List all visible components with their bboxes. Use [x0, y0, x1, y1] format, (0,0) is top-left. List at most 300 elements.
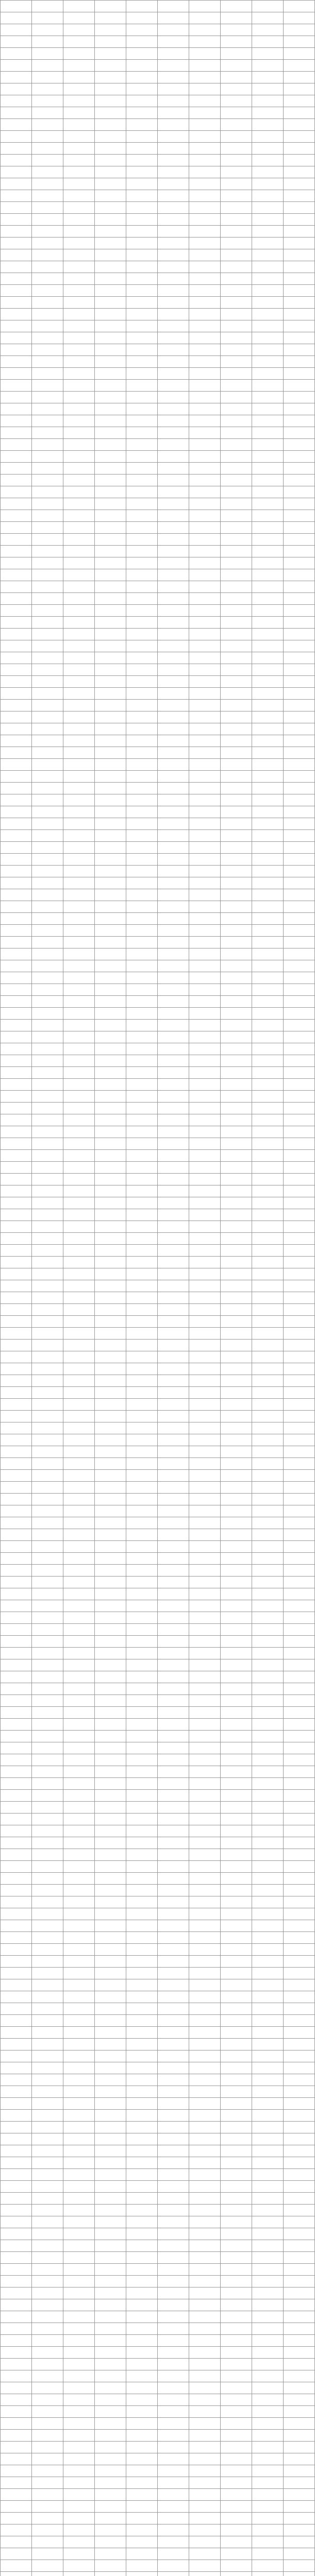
table-cell: [126, 12, 158, 24]
table-cell: [221, 1494, 252, 1505]
table-cell: [63, 1174, 95, 1185]
table-cell: [252, 131, 284, 143]
table-row: [1, 2157, 315, 2169]
table-cell: [221, 818, 252, 830]
table-cell: [95, 2193, 126, 2205]
table-cell: [158, 771, 189, 783]
table-cell: [158, 1778, 189, 1790]
table-cell: [126, 711, 158, 723]
table-cell: [1, 392, 32, 403]
table-cell: [95, 238, 126, 249]
table-row: [1, 1055, 315, 1067]
table-cell: [95, 2122, 126, 2133]
table-cell: [158, 1470, 189, 1482]
table-cell: [63, 1031, 95, 1043]
table-cell: [284, 36, 315, 48]
table-cell: [63, 534, 95, 546]
table-cell: [63, 546, 95, 557]
table-cell: [158, 2240, 189, 2252]
table-cell: [63, 1209, 95, 1221]
table-cell: [252, 889, 284, 901]
table-cell: [95, 392, 126, 403]
table-cell: [126, 1873, 158, 1885]
table-cell: [63, 1814, 95, 1825]
table-cell: [95, 2311, 126, 2323]
table-cell: [189, 1885, 221, 1896]
table-cell: [284, 285, 315, 297]
table-cell: [95, 2548, 126, 2560]
table-cell: [252, 984, 284, 996]
table-cell: [32, 2299, 63, 2311]
table-cell: [221, 664, 252, 676]
table-cell: [221, 783, 252, 794]
table-cell: [1, 759, 32, 771]
table-cell: [158, 392, 189, 403]
table-cell: [95, 226, 126, 238]
table-cell: [284, 1185, 315, 1197]
table-cell: [126, 2193, 158, 2205]
table-cell: [252, 1328, 284, 1340]
table-cell: [158, 629, 189, 640]
table-cell: [284, 1138, 315, 1150]
table-cell: [221, 510, 252, 522]
table-cell: [32, 202, 63, 214]
table-row: [1, 1707, 315, 1719]
table-cell: [1, 1814, 32, 1825]
table-cell: [95, 901, 126, 913]
table-cell: [284, 794, 315, 806]
table-cell: [1, 1944, 32, 1956]
table-cell: [252, 2536, 284, 2548]
table-cell: [158, 1932, 189, 1944]
table-cell: [95, 1197, 126, 1209]
table-cell: [63, 2442, 95, 2453]
table-cell: [221, 1956, 252, 1968]
table-cell: [63, 1221, 95, 1233]
table-cell: [189, 700, 221, 711]
table-cell: [1, 2489, 32, 2501]
table-cell: [252, 403, 284, 415]
table-cell: [63, 2430, 95, 2442]
table-cell: [95, 1363, 126, 1375]
table-cell: [32, 297, 63, 309]
table-cell: [126, 1565, 158, 1577]
table-cell: [32, 1399, 63, 1411]
table-cell: [95, 1162, 126, 1174]
table-cell: [126, 2513, 158, 2524]
table-cell: [32, 842, 63, 854]
table-cell: [252, 1103, 284, 1114]
table-cell: [63, 1055, 95, 1067]
table-cell: [158, 178, 189, 190]
table-cell: [63, 2169, 95, 2181]
table-cell: [189, 178, 221, 190]
table-cell: [32, 1268, 63, 1280]
table-cell: [32, 1825, 63, 1837]
table-cell: [284, 1956, 315, 1968]
table-cell: [1, 1434, 32, 1446]
table-cell: [221, 948, 252, 960]
table-cell: [189, 1588, 221, 1600]
table-row: [1, 2252, 315, 2264]
table-cell: [252, 1885, 284, 1896]
table-cell: [252, 2240, 284, 2252]
table-cell: [1, 1257, 32, 1268]
table-cell: [284, 806, 315, 818]
table-cell: [158, 2382, 189, 2394]
table-cell: [189, 2501, 221, 2513]
table-cell: [1, 1103, 32, 1114]
table-cell: [221, 72, 252, 83]
table-cell: [221, 1908, 252, 1920]
table-cell: [284, 249, 315, 261]
table-cell: [189, 2062, 221, 2074]
table-cell: [189, 1079, 221, 1091]
table-cell: [158, 1399, 189, 1411]
table-cell: [284, 1541, 315, 1553]
table-cell: [189, 83, 221, 95]
table-cell: [63, 2299, 95, 2311]
table-row: [1, 2145, 315, 2157]
table-cell: [284, 1790, 315, 1802]
table-cell: [221, 2524, 252, 2536]
table-cell: [63, 2181, 95, 2193]
table-cell: [126, 1185, 158, 1197]
table-cell: [126, 1683, 158, 1695]
table-cell: [32, 1114, 63, 1126]
table-cell: [1, 474, 32, 486]
table-cell: [221, 889, 252, 901]
table-cell: [284, 2205, 315, 2216]
table-cell: [1, 629, 32, 640]
table-cell: [63, 2477, 95, 2489]
table-cell: [95, 1470, 126, 1482]
table-cell: [252, 214, 284, 226]
table-cell: [221, 2264, 252, 2276]
table-cell: [158, 1588, 189, 1600]
table-cell: [95, 2050, 126, 2062]
table-row: [1, 1553, 315, 1565]
table-cell: [221, 546, 252, 557]
table-cell: [284, 2157, 315, 2169]
table-cell: [221, 1174, 252, 1185]
table-cell: [32, 581, 63, 593]
table-cell: [32, 2074, 63, 2086]
table-cell: [189, 1908, 221, 1920]
table-cell: [221, 1328, 252, 1340]
table-cell: [95, 2382, 126, 2394]
table-cell: [189, 2074, 221, 2086]
table-cell: [1, 60, 32, 72]
table-cell: [126, 155, 158, 166]
table-cell: [1, 2394, 32, 2406]
table-cell: [63, 2062, 95, 2074]
table-cell: [95, 1612, 126, 1624]
table-cell: [221, 24, 252, 36]
table-cell: [63, 960, 95, 972]
table-cell: [126, 1316, 158, 1328]
table-cell: [63, 2086, 95, 2098]
table-cell: [1, 2548, 32, 2560]
table-cell: [284, 711, 315, 723]
table-cell: [158, 415, 189, 427]
table-row: [1, 2003, 315, 2015]
table-cell: [95, 2110, 126, 2122]
table-row: [1, 866, 315, 877]
table-cell: [158, 1873, 189, 1885]
table-cell: [32, 557, 63, 569]
table-row: [1, 1268, 315, 1280]
table-row: [1, 1375, 315, 1387]
table-cell: [252, 1896, 284, 1908]
table-cell: [32, 83, 63, 95]
table-cell: [32, 2359, 63, 2370]
table-cell: [189, 2216, 221, 2228]
table-cell: [126, 1825, 158, 1837]
table-cell: [95, 1979, 126, 1991]
table-cell: [284, 427, 315, 439]
table-cell: [221, 403, 252, 415]
table-cell: [189, 24, 221, 36]
table-cell: [95, 2086, 126, 2098]
table-cell: [32, 2560, 63, 2572]
table-row: [1, 1742, 315, 1754]
table-cell: [126, 700, 158, 711]
table-cell: [252, 1695, 284, 1707]
table-cell: [1, 1245, 32, 1257]
table-cell: [158, 1908, 189, 1920]
table-cell: [32, 1185, 63, 1197]
table-cell: [126, 783, 158, 794]
table-cell: [221, 1245, 252, 1257]
table-row: [1, 107, 315, 119]
table-cell: [189, 1197, 221, 1209]
table-row: [1, 960, 315, 972]
table-cell: [284, 747, 315, 759]
table-cell: [32, 522, 63, 534]
table-cell: [252, 1257, 284, 1268]
table-cell: [252, 593, 284, 605]
table-cell: [95, 72, 126, 83]
table-cell: [1, 640, 32, 652]
table-cell: [284, 1671, 315, 1683]
table-cell: [252, 1399, 284, 1411]
table-cell: [126, 794, 158, 806]
table-row: [1, 830, 315, 842]
table-cell: [63, 2110, 95, 2122]
table-cell: [189, 1387, 221, 1399]
table-cell: [126, 72, 158, 83]
table-cell: [63, 1636, 95, 1648]
table-cell: [32, 1778, 63, 1790]
table-cell: [1, 1979, 32, 1991]
table-cell: [95, 356, 126, 368]
table-cell: [158, 119, 189, 131]
table-cell: [1, 415, 32, 427]
table-cell: [252, 1588, 284, 1600]
table-row: [1, 36, 315, 48]
table-cell: [95, 1209, 126, 1221]
table-cell: [284, 2453, 315, 2465]
table-cell: [189, 1221, 221, 1233]
table-cell: [1, 1422, 32, 1434]
table-cell: [158, 2560, 189, 2572]
table-cell: [1, 723, 32, 735]
table-cell: [189, 1790, 221, 1802]
table-row: [1, 60, 315, 72]
table-cell: [126, 1659, 158, 1671]
table-cell: [252, 2299, 284, 2311]
table-cell: [158, 2098, 189, 2110]
table-cell: [284, 889, 315, 901]
table-cell: [1, 617, 32, 629]
table-cell: [95, 522, 126, 534]
table-cell: [126, 972, 158, 984]
table-cell: [63, 1553, 95, 1565]
table-cell: [284, 2074, 315, 2086]
table-cell: [126, 2382, 158, 2394]
table-cell: [189, 1375, 221, 1387]
table-cell: [1, 1600, 32, 1612]
table-cell: [95, 1671, 126, 1683]
table-cell: [126, 2501, 158, 2513]
table-cell: [126, 190, 158, 202]
table-cell: [95, 2098, 126, 2110]
table-cell: [63, 948, 95, 960]
table-cell: [252, 202, 284, 214]
table-cell: [63, 1541, 95, 1553]
table-cell: [221, 806, 252, 818]
table-cell: [221, 1482, 252, 1494]
table-cell: [284, 143, 315, 155]
table-row: [1, 2465, 315, 2477]
table-row: [1, 1565, 315, 1577]
table-cell: [126, 2489, 158, 2501]
table-cell: [63, 2050, 95, 2062]
table-cell: [32, 1103, 63, 1114]
table-cell: [284, 332, 315, 344]
table-cell: [63, 2003, 95, 2015]
table-cell: [284, 2370, 315, 2382]
table-cell: [284, 1754, 315, 1766]
table-cell: [189, 1624, 221, 1636]
table-cell: [1, 783, 32, 794]
table-cell: [252, 2370, 284, 2382]
table-cell: [1, 2039, 32, 2050]
table-cell: [126, 486, 158, 498]
table-cell: [95, 439, 126, 451]
table-cell: [221, 2169, 252, 2181]
table-cell: [189, 332, 221, 344]
table-cell: [32, 1908, 63, 1920]
table-cell: [126, 1991, 158, 2003]
table-cell: [63, 273, 95, 285]
table-cell: [63, 605, 95, 617]
table-cell: [284, 1494, 315, 1505]
table-cell: [284, 854, 315, 866]
table-cell: [1, 1387, 32, 1399]
table-cell: [221, 439, 252, 451]
table-cell: [95, 1008, 126, 1020]
table-cell: [126, 2027, 158, 2039]
table-row: [1, 2169, 315, 2181]
table-cell: [32, 2062, 63, 2074]
table-cell: [252, 534, 284, 546]
table-cell: [63, 1067, 95, 1079]
table-cell: [63, 617, 95, 629]
table-cell: [189, 948, 221, 960]
table-cell: [158, 24, 189, 36]
table-cell: [284, 1233, 315, 1245]
table-cell: [95, 2560, 126, 2572]
table-cell: [95, 1494, 126, 1505]
table-cell: [95, 166, 126, 178]
table-cell: [221, 2133, 252, 2145]
table-cell: [1, 581, 32, 593]
table-cell: [126, 948, 158, 960]
table-cell: [32, 48, 63, 60]
table-row: [1, 1197, 315, 1209]
table-cell: [284, 178, 315, 190]
table-cell: [158, 1920, 189, 1932]
table-cell: [189, 2205, 221, 2216]
table-cell: [95, 1766, 126, 1778]
table-cell: [189, 261, 221, 273]
table-cell: [63, 439, 95, 451]
table-cell: [126, 1422, 158, 1434]
table-row: [1, 1280, 315, 1292]
table-cell: [158, 1280, 189, 1292]
table-cell: [158, 2394, 189, 2406]
table-cell: [221, 1031, 252, 1043]
table-cell: [252, 557, 284, 569]
table-cell: [284, 2228, 315, 2240]
table-row: [1, 143, 315, 155]
table-cell: [32, 2216, 63, 2228]
table-cell: [1, 1067, 32, 1079]
table-cell: [32, 2015, 63, 2027]
table-cell: [63, 2276, 95, 2287]
table-cell: [1, 1114, 32, 1126]
table-cell: [252, 2015, 284, 2027]
table-cell: [63, 1707, 95, 1719]
table-cell: [95, 1292, 126, 1304]
table-cell: [1, 2145, 32, 2157]
table-cell: [95, 1541, 126, 1553]
table-cell: [32, 1541, 63, 1553]
table-cell: [32, 818, 63, 830]
table-cell: [221, 178, 252, 190]
table-cell: [126, 1351, 158, 1363]
table-row: [1, 2382, 315, 2394]
table-cell: [95, 297, 126, 309]
table-cell: [284, 1766, 315, 1778]
table-cell: [158, 1257, 189, 1268]
table-cell: [95, 866, 126, 877]
table-cell: [32, 1814, 63, 1825]
table-cell: [284, 24, 315, 36]
table-cell: [221, 972, 252, 984]
table-cell: [252, 1577, 284, 1588]
table-cell: [284, 1814, 315, 1825]
table-cell: [252, 1505, 284, 1517]
table-cell: [1, 534, 32, 546]
table-cell: [252, 688, 284, 700]
table-cell: [189, 937, 221, 948]
table-cell: [221, 1944, 252, 1956]
table-cell: [95, 2133, 126, 2145]
table-cell: [126, 1245, 158, 1257]
